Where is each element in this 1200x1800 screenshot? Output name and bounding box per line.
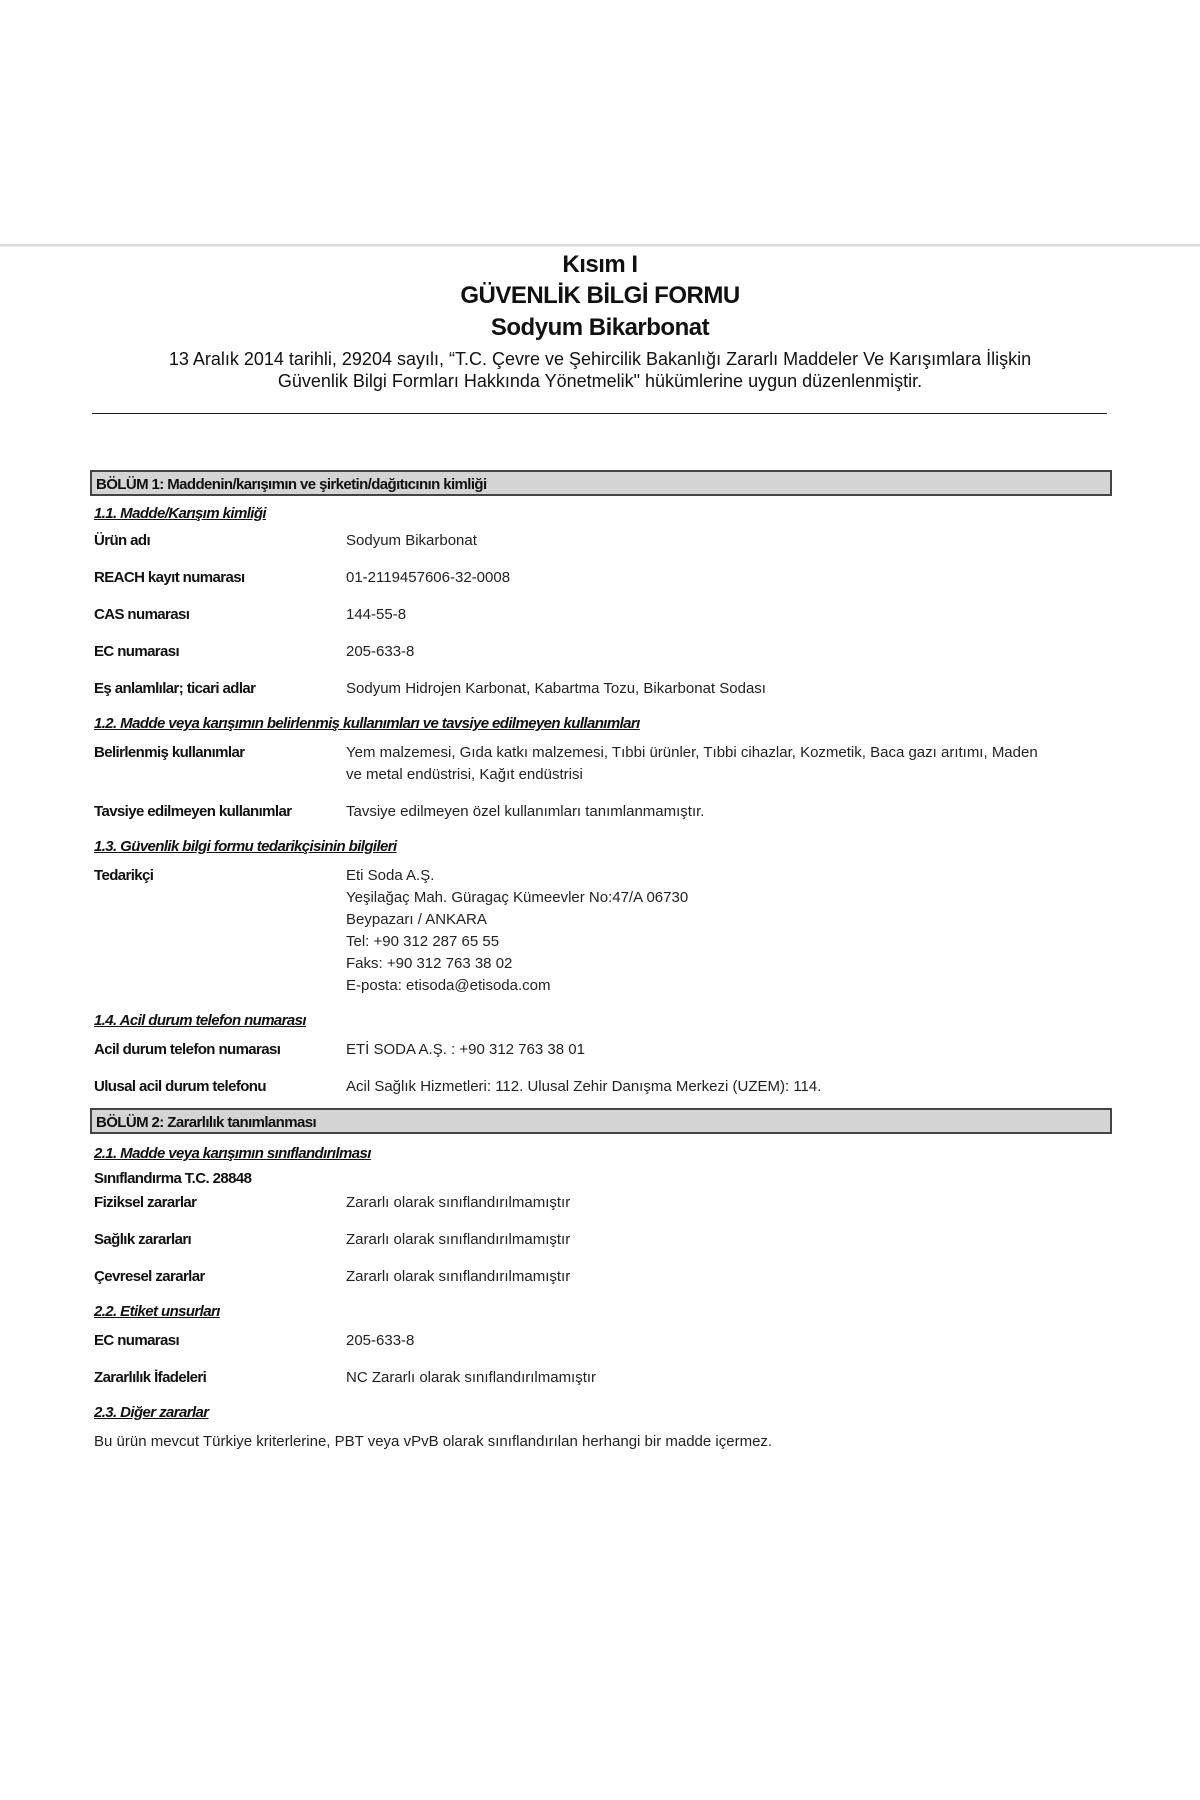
row-physical-hazards: [90, 1192, 1112, 1214]
value: Tavsiye edilmeyen özel kullanımları tanımlanmamıştır.: [346, 803, 705, 820]
supplier-address: Yeşilağaç Mah. Güragaç Kümeevler No:47/A 06730: [346, 889, 689, 906]
label: Eş anlamlılar; ticari adlar: [94, 680, 256, 697]
value: Zararlı olarak sınıflandırılmamıştır: [346, 1194, 571, 1211]
header-divider: [92, 413, 1107, 414]
regulation-line-1: 13 Aralık 2014 tarihli, 29204 sayılı, “T.C. Çevre ve Şehircilik Bakanlığı Zararlı Maddeler Ve Karışımlara İlişkin: [168, 349, 1032, 369]
classification-label: Sınıflandırma T.C. 28848: [94, 1170, 252, 1187]
label: Tedarikçi: [94, 867, 154, 884]
row-national-emergency: [90, 1076, 1112, 1098]
subsection-1-4-title: 1.4. Acil durum telefon numarası: [94, 1012, 306, 1029]
form-title: GÜVENLİK BİLGİ FORMU: [460, 282, 740, 309]
value: [346, 742, 1112, 786]
value: 205-633-8: [346, 643, 415, 660]
label: Tavsiye edilmeyen kullanımlar: [94, 803, 292, 820]
value-line-2: ve metal endüstrisi, Kağıt endüstrisi: [346, 766, 583, 783]
value: 205-633-8: [346, 1332, 415, 1349]
label: EC numarası: [94, 1332, 180, 1349]
label: Çevresel zararlar: [94, 1268, 205, 1285]
value: Sodyum Bikarbonat: [346, 532, 477, 549]
value: Acil Sağlık Hizmetleri: 112. Ulusal Zehir Danışma Merkezi (UZEM): 114.: [346, 1078, 822, 1095]
row-health-hazards: [90, 1229, 1112, 1251]
supplier-name: Eti Soda A.Ş.: [346, 867, 435, 884]
row-reach-number: [90, 567, 1112, 589]
supplier-fax: Faks: +90 312 763 38 02: [346, 955, 513, 972]
value: ETİ SODA A.Ş. : +90 312 763 38 01: [346, 1041, 585, 1058]
value: Zararlı olarak sınıflandırılmamıştır: [346, 1268, 571, 1285]
other-hazards-text: Bu ürün mevcut Türkiye kriterlerine, PBT veya vPvB olarak sınıflandırılan herhangi bir madde içermez.: [94, 1433, 773, 1450]
document-header: [0, 250, 1200, 392]
top-blank-area: [0, 0, 1200, 244]
value: [346, 865, 1112, 997]
product-title: Sodyum Bikarbonat: [490, 314, 710, 341]
row-supplier: [90, 865, 1112, 997]
subsection-2-2-title: 2.2. Etiket unsurları: [94, 1303, 220, 1320]
supplier-city: Beypazarı / ANKARA: [346, 911, 487, 928]
document-body: [90, 470, 1112, 1453]
section-2-header: BÖLÜM 2: Zararlılık tanımlanması: [90, 1108, 1112, 1134]
label: Fiziksel zararlar: [94, 1194, 197, 1211]
row-not-recommended: [90, 801, 1112, 823]
row-hazard-statements: [90, 1367, 1112, 1389]
label: Zararlılık İfadeleri: [94, 1369, 207, 1386]
supplier-email[interactable]: E-posta: etisoda@etisoda.com: [346, 977, 551, 994]
regulation-note: [100, 348, 1100, 392]
row-product-name: [90, 530, 1112, 552]
value: NC Zararlı olarak sınıflandırılmamıştır: [346, 1369, 597, 1386]
subsection-1-1-title: 1.1. Madde/Karışım kimliği: [94, 505, 266, 522]
part-heading: Kısım I: [562, 251, 638, 278]
subsection-1-2-title: 1.2. Madde veya karışımın belirlenmiş kullanımları ve tavsiye edilmeyen kullanımları: [94, 715, 640, 732]
label: Ulusal acil durum telefonu: [94, 1078, 266, 1095]
row-emergency-phone: [90, 1039, 1112, 1061]
row-identified-uses: [90, 742, 1112, 786]
value: 01-2119457606-32-0008: [346, 569, 511, 586]
value-line-1: Yem malzemesi, Gıda katkı malzemesi, Tıbbi ürünler, Tıbbi cihazlar, Kozmetik, Baca gazı arıtımı, Maden: [346, 744, 1038, 761]
label: Belirlenmiş kullanımlar: [94, 744, 245, 761]
label: REACH kayıt numarası: [94, 569, 245, 586]
label: Ürün adı: [94, 532, 151, 549]
value: Sodyum Hidrojen Karbonat, Kabartma Tozu, Bikarbonat Sodası: [346, 680, 766, 697]
row-ec-number: [90, 641, 1112, 663]
regulation-line-2: Güvenlik Bilgi Formları Hakkında Yönetmelik" hükümlerine uygun düzenlenmiştir.: [277, 371, 923, 391]
supplier-tel: Tel: +90 312 287 65 55: [346, 933, 500, 950]
subsection-2-3-title: 2.3. Diğer zararlar: [94, 1404, 209, 1421]
subsection-1-3-title: 1.3. Güvenlik bilgi formu tedarikçisinin bilgileri: [94, 838, 397, 855]
row-synonyms: [90, 678, 1112, 700]
label: Acil durum telefon numarası: [94, 1041, 281, 1058]
label: Sağlık zararları: [94, 1231, 192, 1248]
value: Zararlı olarak sınıflandırılmamıştır: [346, 1231, 571, 1248]
row-cas-number: [90, 604, 1112, 626]
row-environmental-hazards: [90, 1266, 1112, 1288]
subsection-2-1-title: 2.1. Madde veya karışımın sınıflandırılması: [94, 1145, 371, 1162]
row-label-ec-number: [90, 1330, 1112, 1352]
label: EC numarası: [94, 643, 180, 660]
value: 144-55-8: [346, 606, 407, 623]
page-edge: [0, 244, 1200, 247]
label: CAS numarası: [94, 606, 190, 623]
section-1-header: BÖLÜM 1: Maddenin/karışımın ve şirketin/dağıtıcının kimliği: [90, 470, 1112, 496]
